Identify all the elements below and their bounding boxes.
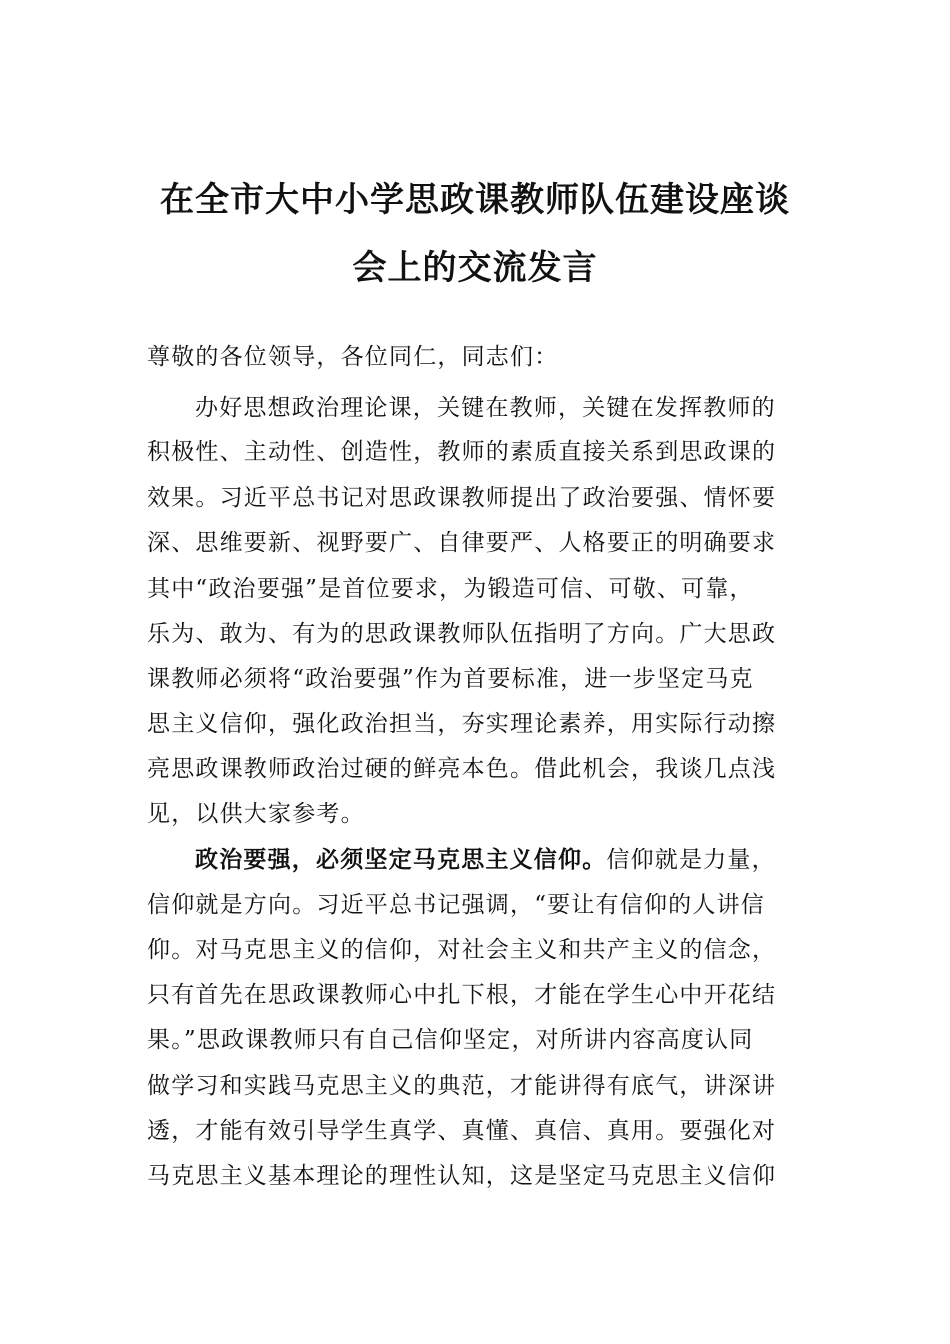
paragraph1-line: 亮思政课教师政治过硬的鲜亮本色。借此机会，我谈几点浅 bbox=[147, 756, 777, 782]
paragraph1-line: 深、思维要新、视野要广、自律要严、人格要正的明确要求 bbox=[147, 530, 777, 556]
paragraph2-line: 马克思主义基本理论的理性认知，这是坚定马克思主义信仰 bbox=[147, 1163, 777, 1189]
document-title-line-2: 会上的交流发言 bbox=[352, 248, 598, 288]
paragraph2-line: 信仰就是方向。习近平总书记强调，“要让有信仰的人讲信 bbox=[147, 892, 765, 918]
paragraph1-line: 办好思想政治理论课，关键在教师，关键在发挥教师的 bbox=[195, 395, 776, 421]
salutation: 尊敬的各位领导，各位同仁，同志们： bbox=[147, 344, 559, 370]
paragraph2-line: 只有首先在思政课教师心中扎下根，才能在学生心中开花结 bbox=[147, 982, 777, 1008]
paragraph1-line: 积极性、主动性、创造性，教师的素质直接关系到思政课的 bbox=[147, 439, 777, 465]
paragraph1-line: 思主义信仰，强化政治担当，夯实理论素养，用实际行动擦 bbox=[147, 711, 777, 737]
paragraph2-first-line-text: 信仰就是力量， bbox=[606, 847, 776, 873]
paragraph2-line: 做学习和实践马克思主义的典范，才能讲得有底气，讲深讲 bbox=[147, 1073, 777, 1099]
paragraph2-line: 果。”思政课教师只有自己信仰坚定，对所讲内容高度认同 bbox=[147, 1027, 754, 1053]
paragraph2-line: 仰。对马克思主义的信仰，对社会主义和共产主义的信念， bbox=[147, 937, 777, 963]
paragraph1-line: 课教师必须将“政治要强”作为首要标准，进一步坚定马克 bbox=[147, 666, 754, 692]
paragraph2-line: 透，才能有效引导学生真学、真懂、真信、真用。要强化对 bbox=[147, 1118, 777, 1144]
paragraph1-line: 乐为、敢为、有为的思政课教师队伍指明了方向。广大思政 bbox=[147, 621, 777, 647]
paragraph1-line: 其中“政治要强”是首位要求，为锻造可信、可敬、可靠， bbox=[147, 576, 754, 602]
paragraph2-first-line bbox=[195, 845, 776, 875]
document-title-line-1: 在全市大中小学思政课教师队伍建设座谈 bbox=[160, 180, 790, 220]
paragraph1-line: 效果。习近平总书记对思政课教师提出了政治要强、情怀要 bbox=[147, 485, 777, 511]
paragraph2-heading: 政治要强，必须坚定马克思主义信仰。 bbox=[195, 846, 607, 873]
paragraph1-line: 见，以供大家参考。 bbox=[147, 801, 365, 827]
